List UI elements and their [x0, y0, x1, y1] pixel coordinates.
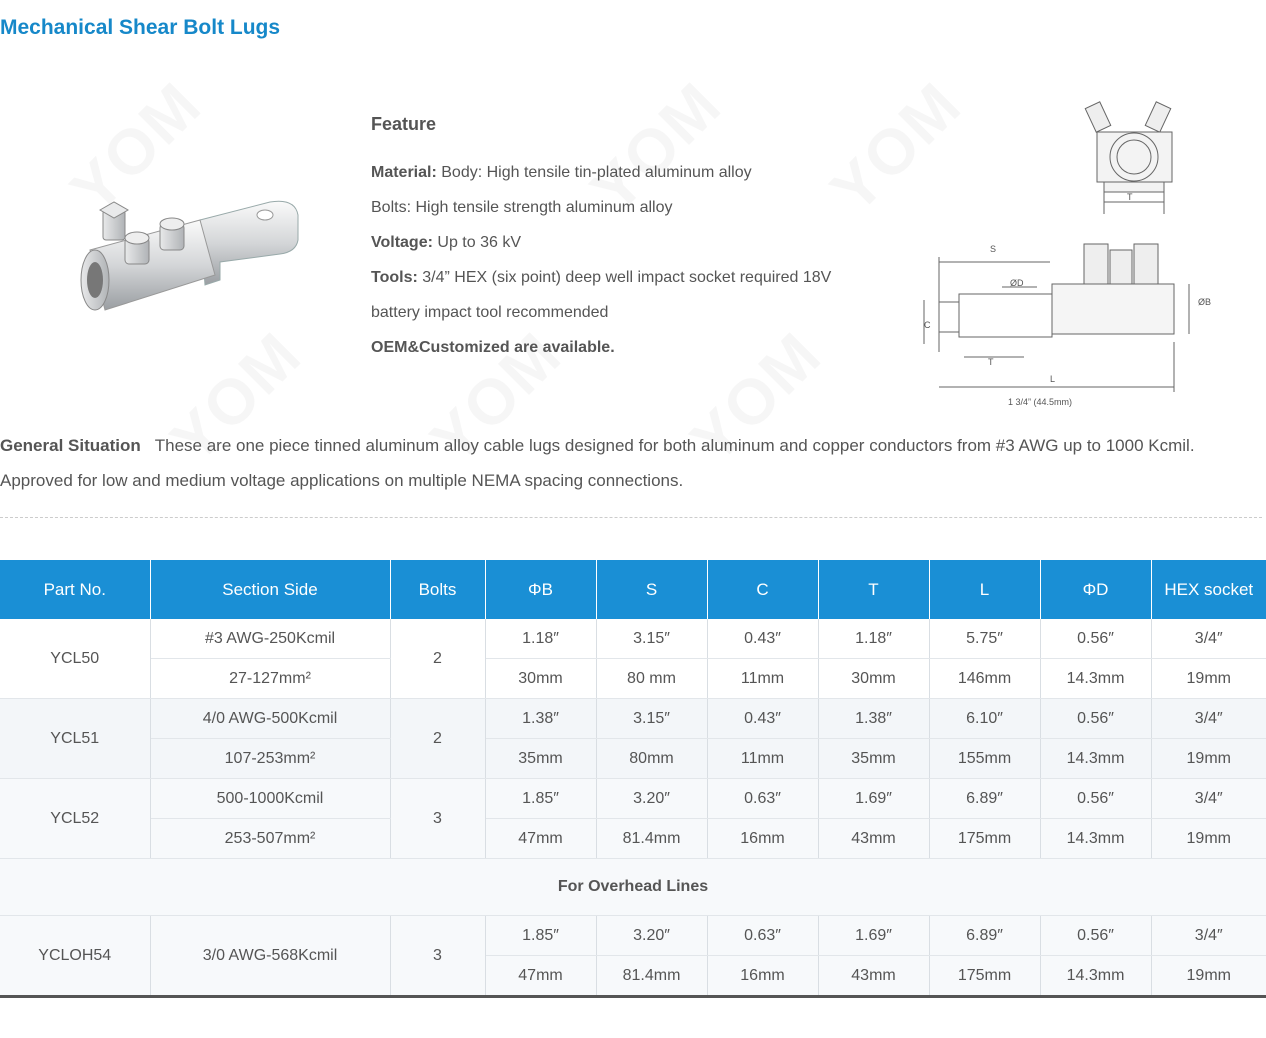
- table-row: [0, 916, 1266, 956]
- section-cell: #3 AWG-250Kcmil: [150, 619, 390, 659]
- dim-t-top: T: [1127, 192, 1133, 202]
- value-cell: 30mm: [485, 659, 596, 699]
- value-cell: 35mm: [485, 739, 596, 779]
- section-cell: 3/0 AWG-568Kcmil: [150, 916, 390, 997]
- value-cell: 80 mm: [596, 659, 707, 699]
- feature-tools: [371, 260, 891, 295]
- bolts-cell: 3: [390, 916, 485, 997]
- value-cell: 3.15″: [596, 619, 707, 659]
- feature-oem: OEM&Customized are available.: [371, 339, 615, 356]
- dim-od: ØD: [1010, 278, 1024, 288]
- value-cell: 0.56″: [1040, 916, 1151, 956]
- feature-voltage: [371, 225, 891, 260]
- part-cell: YCL50: [0, 619, 150, 699]
- value-cell: 3.15″: [596, 699, 707, 739]
- value-cell: 5.75″: [929, 619, 1040, 659]
- value-cell: 3.20″: [596, 916, 707, 956]
- part-cell: YCLOH54: [0, 916, 150, 997]
- tools-value: 3/4” HEX (six point) deep well impact socket required 18V: [417, 269, 832, 286]
- value-cell: 35mm: [818, 739, 929, 779]
- bolts-cell: 2: [390, 619, 485, 699]
- table-row: [0, 699, 1266, 739]
- value-cell: 0.63″: [707, 916, 818, 956]
- table-row: [0, 819, 1266, 859]
- section-cell: 500-1000Kcmil: [150, 779, 390, 819]
- value-cell: 0.63″: [707, 779, 818, 819]
- section-cell: 27-127mm²: [150, 659, 390, 699]
- general-label: General Situation: [0, 436, 141, 455]
- section-cell: 253-507mm²: [150, 819, 390, 859]
- value-cell: 81.4mm: [596, 956, 707, 997]
- value-cell: 16mm: [707, 956, 818, 997]
- value-cell: 80mm: [596, 739, 707, 779]
- technical-drawing: [912, 72, 1232, 417]
- value-cell: 1.69″: [818, 916, 929, 956]
- value-cell: 3/4″: [1151, 916, 1266, 956]
- value-cell: 1.18″: [485, 619, 596, 659]
- dim-c: C: [924, 320, 931, 330]
- value-cell: 19mm: [1151, 819, 1266, 859]
- value-cell: 14.3mm: [1040, 659, 1151, 699]
- value-cell: 30mm: [818, 659, 929, 699]
- feature-section: [371, 114, 891, 365]
- value-cell: 1.38″: [485, 699, 596, 739]
- value-cell: 19mm: [1151, 956, 1266, 997]
- value-cell: 0.56″: [1040, 619, 1151, 659]
- page-title: Mechanical Shear Bolt Lugs: [0, 16, 281, 39]
- value-cell: 6.89″: [929, 779, 1040, 819]
- general-situation: [0, 428, 1240, 498]
- material-value: Body: High tensile tin-plated aluminum alloy: [436, 164, 752, 181]
- value-cell: 1.38″: [818, 699, 929, 739]
- header-cell: T: [818, 560, 929, 619]
- header-cell: S: [596, 560, 707, 619]
- voltage-value: Up to 36 kV: [432, 234, 521, 251]
- lug-product-image: [70, 190, 310, 330]
- value-cell: 14.3mm: [1040, 739, 1151, 779]
- value-cell: 14.3mm: [1040, 956, 1151, 997]
- value-cell: 1.85″: [485, 779, 596, 819]
- value-cell: 3/4″: [1151, 619, 1266, 659]
- section-cell: 107-253mm²: [150, 739, 390, 779]
- value-cell: 16mm: [707, 819, 818, 859]
- value-cell: 14.3mm: [1040, 819, 1151, 859]
- header-cell: Section Side: [150, 560, 390, 619]
- spec-table: [0, 560, 1266, 998]
- value-cell: 3/4″: [1151, 699, 1266, 739]
- value-cell: 43mm: [818, 956, 929, 997]
- voltage-label: Voltage:: [371, 234, 433, 251]
- value-cell: 1.85″: [485, 916, 596, 956]
- value-cell: 3.20″: [596, 779, 707, 819]
- header-cell: HEX socket: [1151, 560, 1266, 619]
- dim-l: L: [1050, 374, 1056, 384]
- value-cell: 6.10″: [929, 699, 1040, 739]
- header-cell: L: [929, 560, 1040, 619]
- value-cell: 0.43″: [707, 699, 818, 739]
- value-cell: 0.43″: [707, 619, 818, 659]
- value-cell: 19mm: [1151, 659, 1266, 699]
- table-row: [0, 659, 1266, 699]
- value-cell: 146mm: [929, 659, 1040, 699]
- bolts-cell: 3: [390, 779, 485, 859]
- value-cell: 19mm: [1151, 739, 1266, 779]
- value-cell: 1.69″: [818, 779, 929, 819]
- value-cell: 0.56″: [1040, 699, 1151, 739]
- header-cell: ΦB: [485, 560, 596, 619]
- value-cell: 155mm: [929, 739, 1040, 779]
- table-header-row: [0, 560, 1266, 619]
- value-cell: 81.4mm: [596, 819, 707, 859]
- dim-t-side: T: [988, 357, 994, 367]
- divider: [0, 517, 1262, 518]
- feature-tools-cont: battery impact tool recommended: [371, 304, 609, 321]
- bolts-cell: 2: [390, 699, 485, 779]
- material-label: Material:: [371, 164, 437, 181]
- tools-label: Tools:: [371, 269, 418, 286]
- value-cell: 175mm: [929, 956, 1040, 997]
- feature-heading: Feature: [371, 114, 437, 134]
- feature-bolts: Bolts: High tensile strength aluminum alloy: [371, 199, 673, 216]
- value-cell: 43mm: [818, 819, 929, 859]
- value-cell: 175mm: [929, 819, 1040, 859]
- value-cell: 1.18″: [818, 619, 929, 659]
- table-row: [0, 739, 1266, 779]
- header-cell: C: [707, 560, 818, 619]
- value-cell: 0.56″: [1040, 779, 1151, 819]
- value-cell: 11mm: [707, 739, 818, 779]
- dim-ob: ØB: [1198, 297, 1212, 307]
- section-label-row: [0, 859, 1266, 916]
- feature-material: [371, 155, 891, 190]
- table-row: [0, 619, 1266, 659]
- value-cell: 6.89″: [929, 916, 1040, 956]
- dim-total: 1 3/4” (44.5mm): [1008, 397, 1073, 407]
- value-cell: 47mm: [485, 819, 596, 859]
- value-cell: 11mm: [707, 659, 818, 699]
- value-cell: 3/4″: [1151, 779, 1266, 819]
- value-cell: 47mm: [485, 956, 596, 997]
- general-text: These are one piece tinned aluminum alloy cable lugs designed for both aluminum and copper conductors from #3 AWG up to 1000 Kcmil. Approved for low and medium voltage applications on multiple NEMA spacing connections.: [0, 436, 1195, 490]
- header-cell: Part No.: [0, 560, 150, 619]
- overhead-label: For Overhead Lines: [0, 859, 1266, 916]
- table-row: [0, 779, 1266, 819]
- header-cell: Bolts: [390, 560, 485, 619]
- part-cell: YCL51: [0, 699, 150, 779]
- part-cell: YCL52: [0, 779, 150, 859]
- header-cell: ΦD: [1040, 560, 1151, 619]
- dim-s: S: [990, 244, 997, 254]
- section-cell: 4/0 AWG-500Kcmil: [150, 699, 390, 739]
